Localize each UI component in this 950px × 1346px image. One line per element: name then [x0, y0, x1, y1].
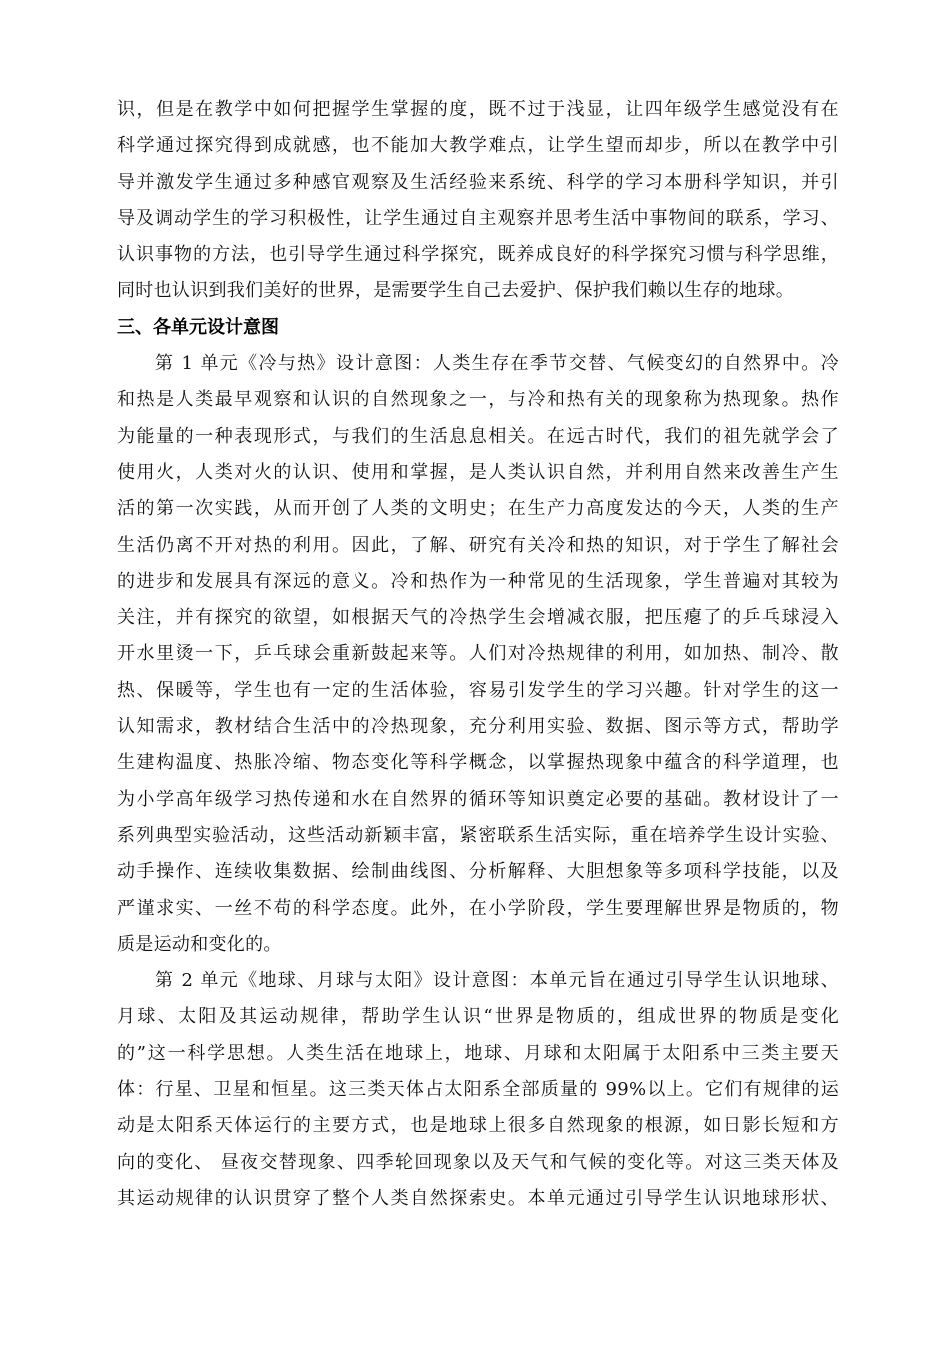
text-line: 生建构温度、热胀冷缩、物态变化等科学概念，以掌握热现象中蕴含的科学道理，也	[117, 752, 839, 774]
text-line: 和热是人类最早观察和认识的自然现象之一，与冷和热有关的现象称为热现象。热作	[117, 389, 839, 411]
text-line: 系列典型实验活动，这些活动新颖丰富，紧密联系生活实际，重在培养学生设计实验、	[117, 824, 839, 846]
text-line: 导及调动学生的学习积极性，让学生通过自主观察并思考生活中事物间的联系，学习、	[117, 207, 839, 229]
text-line: 开水里烫一下，乒乓球会重新鼓起来等。人们对冷热规律的利用，如加热、制冷、散	[117, 643, 839, 665]
text-line: 认识事物的方法，也引导学生通过科学探究，既养成良好的科学探究习惯与科学思维，	[117, 244, 839, 266]
text-line: 同时也认识到我们美好的世界，是需要学生自己去爱护、保护我们赖以生存的地球。	[117, 280, 795, 302]
text-line: 的进步和发展具有深远的意义。冷和热作为一种常见的生活现象，学生普遍对其较为	[117, 570, 839, 592]
text-line: 其运动规律的认识贯穿了整个人类自然探索史。本单元通过引导学生认识地球形状、	[117, 1187, 839, 1209]
text-line: 第 2 单元《地球、月球与太阳》设计意图：本单元旨在通过引导学生认识地球、	[155, 970, 839, 992]
text-line: 严谨求实、一丝不苟的科学态度。此外，在小学阶段，学生要理解世界是物质的，物	[117, 897, 839, 919]
text-line: 动是太阳系天体运行的主要方式，也是地球上很多自然现象的根源，如日影长短和方	[117, 1115, 839, 1137]
text-line: 为能量的一种表现形式，与我们的生活息息相关。在远古时代，我们的祖先就学会了	[117, 425, 839, 447]
text-line: 向的变化、 昼夜交替现象、四季轮回现象以及天气和气候的变化等。对这三类天体及	[117, 1151, 839, 1173]
unit1-paragraph	[117, 346, 839, 963]
text-line: 使用火，人类对火的认识、使用和掌握，是人类认识自然，并利用自然来改善生产生	[117, 461, 839, 483]
text-line: 生活仍离不开对热的利用。因此，了解、研究有关冷和热的知识，对于学生了解社会	[117, 534, 839, 556]
text-line: 认知需求，教材结合生活中的冷热现象，充分利用实验、数据、图示等方式，帮助学	[117, 716, 839, 738]
section-heading: 三、各单元设计意图	[117, 316, 279, 338]
text-line: 的”这一科学思想。人类生活在地球上，地球、月球和太阳属于太阳系中三类主要天	[117, 1042, 839, 1064]
text-line: 识，但是在教学中如何把握学生掌握的度，既不过于浅显，让四年级学生感觉没有在	[117, 99, 839, 120]
document-body	[117, 92, 839, 1217]
text-line: 为小学高年级学习热传递和水在自然界的循环等知识奠定必要的基础。教材设计了一	[117, 788, 839, 810]
text-line: 热、保暖等，学生也有一定的生活体验，容易引发学生的学习兴趣。针对学生的这一	[117, 679, 839, 701]
text-line: 体：行星、卫星和恒星。这三类天体占太阳系全部质量的 99%以上。它们有规律的运	[117, 1079, 839, 1101]
intro-paragraph	[117, 92, 839, 310]
text-line: 动手操作、连续收集数据、绘制曲线图、分析解释、大胆想象等多项科学技能，以及	[117, 861, 839, 883]
text-line: 关注，并有探究的欲望，如根据天气的冷热学生会增减衣服，把压瘪了的乒乓球浸入	[117, 607, 839, 629]
text-line: 导并激发学生通过多种感官观察及生活经验来系统、科学的学习本册科学知识，并引	[117, 171, 839, 193]
text-line: 月球、太阳及其运动规律，帮助学生认识“世界是物质的，组成世界的物质是变化	[117, 1006, 839, 1028]
unit2-paragraph	[117, 963, 839, 1217]
text-line: 活的第一次实践，从而开创了人类的文明史；在生产力高度发达的今天，人类的生产	[117, 498, 839, 520]
text-line: 第 1 单元《冷与热》设计意图：人类生存在季节交替、气候变幻的自然界中。冷	[155, 353, 839, 375]
text-line: 科学通过探究得到成就感，也不能加大教学难点，让学生望而却步，所以在教学中引	[117, 135, 839, 157]
text-line: 质是运动和变化的。	[117, 933, 282, 955]
